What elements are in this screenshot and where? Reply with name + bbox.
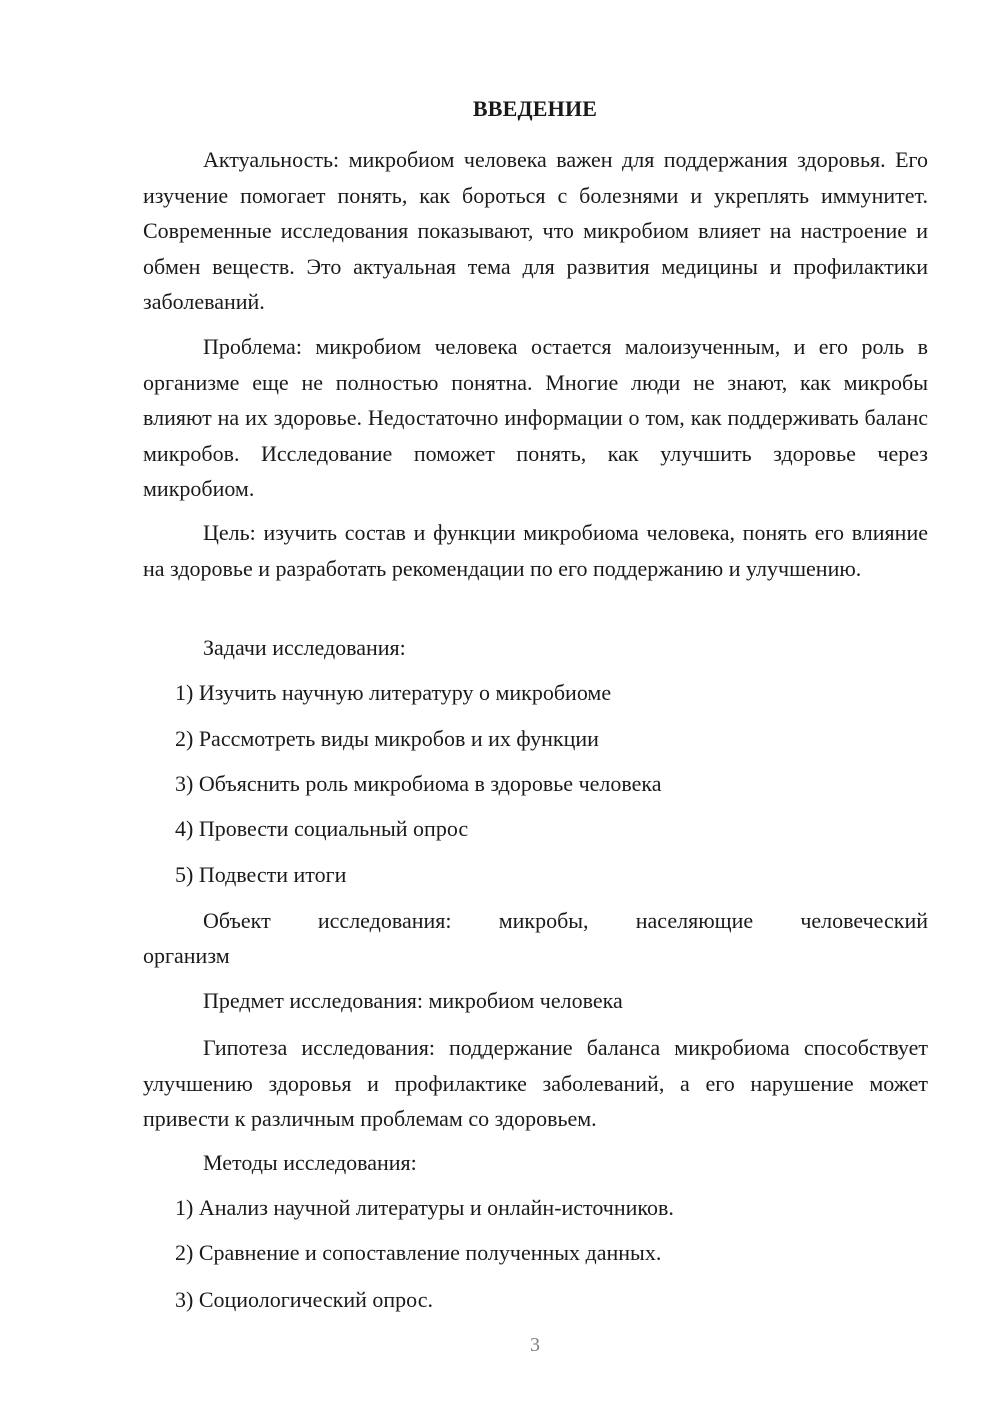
page-number: 3	[530, 1334, 540, 1356]
goal-paragraph: Цель: изучить состав и функции микробиома человека, понять его влияние на здоровье и разработать рекомендации по его поддержанию и улучшению.	[143, 520, 928, 581]
methods-heading: Методы исследования:	[203, 1150, 417, 1175]
problem-paragraph: Проблема: микробиом человека остается малоизученным, и его роль в организме еще не полностью понятна. Многие люди не знают, как микробы влияют на их здоровье. Недостаточно информации о том, как поддерживать баланс микробов. Исследование поможет понять, как улучшить здоровье через микробиом.	[143, 334, 928, 501]
object-paragraph-line: Объект исследования: микробы, населяющие человеческий	[203, 908, 928, 933]
task-item: 5) Подвести итоги	[175, 862, 347, 887]
task-item: 4) Провести социальный опрос	[175, 816, 469, 841]
section-heading: ВВЕДЕНИЕ	[472, 96, 598, 121]
task-item: 1) Изучить научную литературу о микробиоме	[175, 680, 612, 705]
object-paragraph-continuation: организм	[143, 943, 230, 968]
subject-paragraph: Предмет исследования: микробиом человека	[203, 988, 623, 1013]
method-item: 2) Сравнение и сопоставление полученных данных.	[175, 1240, 662, 1265]
tasks-heading: Задачи исследования:	[203, 635, 406, 660]
method-item: 1) Анализ научной литературы и онлайн-источников.	[175, 1195, 674, 1220]
hypothesis-paragraph: Гипотеза исследования: поддержание баланса микробиома способствует улучшению здоровья и профилактике заболеваний, а его нарушение может привести к различным проблемам со здоровьем.	[143, 1035, 928, 1131]
task-item: 2) Рассмотреть виды микробов и их функции	[175, 726, 599, 751]
task-item: 3) Объяснить роль микробиома в здоровье человека	[175, 771, 662, 796]
relevance-paragraph: Актуальность: микробиом человека важен для поддержания здоровья. Его изучение помогает понять, как бороться с болезнями и укреплять иммунитет. Современные исследования показывают, что микробиом влияет на настроение и обмен веществ. Это актуальная тема для развития медицины и профилактики заболеваний.	[143, 147, 928, 314]
method-item: 3) Социологический опрос.	[175, 1287, 433, 1312]
